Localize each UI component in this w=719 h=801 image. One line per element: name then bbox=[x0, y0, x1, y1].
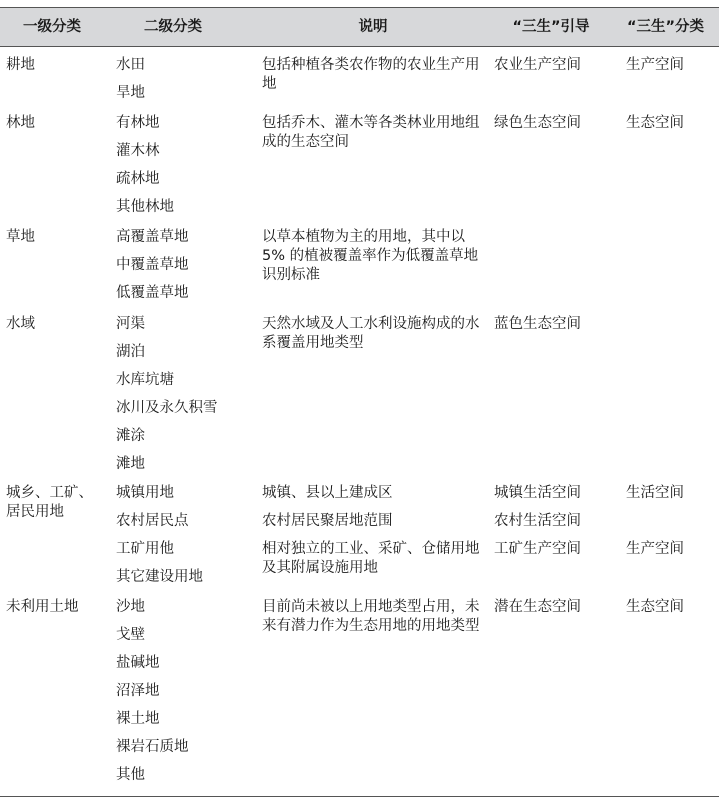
level2-cell: 低覆盖草地 bbox=[116, 285, 189, 301]
level2-cell: 疏林地 bbox=[116, 171, 160, 187]
header-level1: 一级分类 bbox=[23, 19, 81, 35]
level2-cell: 裸岩石质地 bbox=[116, 739, 189, 755]
level2-cell: 其它建设用地 bbox=[116, 569, 203, 585]
guide-cell: 工矿生产空间 bbox=[494, 541, 581, 557]
level2-cell: 水库坑塘 bbox=[116, 372, 174, 388]
level2-cell: 灌木林 bbox=[116, 143, 160, 159]
category-cell: 生态空间 bbox=[626, 115, 684, 131]
level2-cell: 其他林地 bbox=[116, 199, 174, 215]
level2-cell: 高覆盖草地 bbox=[116, 229, 189, 245]
level2-cell: 滩涂 bbox=[116, 428, 145, 444]
level2-cell: 中覆盖草地 bbox=[116, 257, 189, 273]
header-guide: “三生”引导 bbox=[512, 19, 590, 35]
level2-cell: 沼泽地 bbox=[116, 683, 160, 699]
level2-cell: 农村居民点 bbox=[116, 513, 189, 529]
description-cell: 相对独立的工业、采矿、仓储用地及其附属设施用地 bbox=[262, 541, 480, 576]
level2-cell: 其他 bbox=[116, 767, 145, 783]
description-cell: 包括种植各类农作物的农业生产用地 bbox=[262, 57, 480, 92]
header-description: 说明 bbox=[358, 19, 388, 35]
guide-cell: 绿色生态空间 bbox=[494, 115, 581, 131]
description-cell: 目前尚未被以上用地类型占用，未来有潜力作为生态用地的用地类型 bbox=[262, 599, 480, 634]
category-cell: 生态空间 bbox=[626, 599, 684, 615]
category-cell: 生产空间 bbox=[626, 541, 684, 557]
level1-cell: 水域 bbox=[6, 316, 35, 332]
table-bottom-rule bbox=[0, 796, 719, 797]
level2-cell: 旱地 bbox=[116, 85, 145, 101]
level1-cell: 耕地 bbox=[6, 57, 35, 73]
description-cell: 包括乔木、灌木等各类林业用地组成的生态空间 bbox=[262, 115, 480, 150]
description-cell: 天然水域及人工水利设施构成的水系覆盖用地类型 bbox=[262, 316, 480, 351]
guide-cell: 农业生产空间 bbox=[494, 57, 581, 73]
guide-cell: 潜在生态空间 bbox=[494, 599, 581, 615]
level1-cell: 林地 bbox=[6, 115, 35, 131]
level1-cell: 城乡、工矿、居民用地 bbox=[6, 485, 93, 520]
level2-cell: 有林地 bbox=[116, 115, 160, 131]
level2-cell: 戈壁 bbox=[116, 627, 145, 643]
level2-cell: 冰川及永久积雪 bbox=[116, 400, 218, 416]
header-bottom-rule bbox=[0, 46, 719, 47]
description-cell: 以草本植物为主的用地，其中以 5% 的植被覆盖率作为低覆盖草地识别标准 bbox=[262, 229, 479, 283]
level2-cell: 河渠 bbox=[116, 316, 145, 332]
guide-cell: 城镇生活空间 bbox=[494, 485, 581, 501]
table-header bbox=[0, 8, 719, 46]
level2-cell: 滩地 bbox=[116, 456, 145, 472]
level2-cell: 沙地 bbox=[116, 599, 145, 615]
level2-cell: 湖泊 bbox=[116, 344, 145, 360]
header-level2: 二级分类 bbox=[144, 19, 202, 35]
guide-cell: 蓝色生态空间 bbox=[494, 316, 581, 332]
level2-cell: 盐碱地 bbox=[116, 655, 160, 671]
header-category: “三生”分类 bbox=[626, 19, 705, 35]
level2-cell: 水田 bbox=[116, 57, 145, 73]
level1-cell: 草地 bbox=[6, 229, 35, 245]
description-cell: 城镇、县以上建成区 bbox=[262, 485, 393, 501]
level2-cell: 裸土地 bbox=[116, 711, 160, 727]
level1-cell: 未利用土地 bbox=[6, 599, 79, 615]
category-cell: 生活空间 bbox=[626, 485, 684, 501]
description-cell: 农村居民聚居地范围 bbox=[262, 513, 393, 529]
guide-cell: 农村生活空间 bbox=[494, 513, 581, 529]
level2-cell: 工矿用他 bbox=[116, 541, 174, 557]
level2-cell: 城镇用地 bbox=[116, 485, 174, 501]
category-cell: 生产空间 bbox=[626, 57, 684, 73]
